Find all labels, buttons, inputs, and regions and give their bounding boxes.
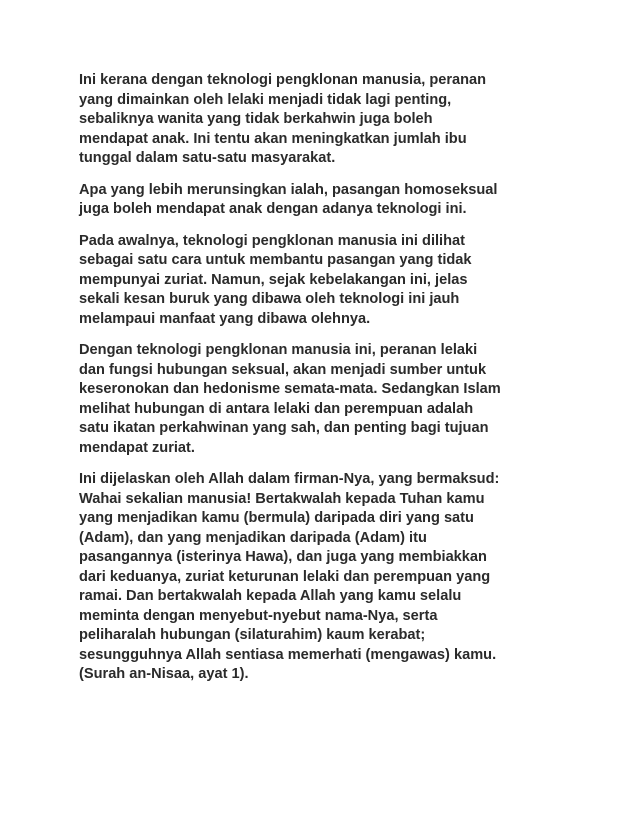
text-line: sebagai satu cara untuk membantu pasangan yang tidak (79, 252, 472, 268)
text-line: (Adam), dan yang menjadikan daripada (Adam) itu (79, 529, 427, 546)
text-line: pasangannya (isterinya Hawa), dan juga yang membiakkan (79, 549, 487, 565)
text-line: dari keduanya, zuriat keturunan lelaki dan perempuan yang (79, 568, 491, 585)
text-line: tunggal dalam satu-satu masyarakat. (79, 150, 336, 166)
text-line: yang dimainkan oleh lelaki menjadi tidak lagi penting, (79, 91, 452, 108)
text-line: dan fungsi hubungan seksual, akan menjadi sumber untuk (79, 361, 487, 378)
text-line: Apa yang lebih merunsingkan ialah, pasangan homoseksual (79, 181, 498, 198)
text-line: mempunyai zuriat. Namun, sejak kebelakangan ini, jelas (79, 271, 468, 288)
text-line: mendapat anak. Ini tentu akan meningkatkan jumlah ibu (79, 130, 467, 147)
paragraph-4 (79, 341, 579, 458)
text-line: mendapat zuriat. (79, 439, 195, 456)
text-line: yang menjadikan kamu (bermula) daripada diri yang satu (79, 510, 474, 526)
text-line: (Surah an-Nisaa, ayat 1). (79, 666, 249, 682)
paragraph-3 (79, 232, 579, 330)
text-line: satu ikatan perkahwinan yang sah, dan penting bagi tujuan (79, 420, 489, 436)
text-line: juga boleh mendapat anak dengan adanya teknologi ini. (79, 201, 467, 217)
text-line: keseronokan dan hedonisme semata-mata. Sedangkan Islam (79, 381, 501, 397)
text-line: sekali kesan buruk yang dibawa oleh teknologi ini jauh (79, 291, 460, 307)
text-line: ramai. Dan bertakwalah kepada Allah yang kamu selalu (79, 588, 462, 604)
text-line: Pada awalnya, teknologi pengklonan manusia ini dilihat (79, 232, 466, 249)
paragraph-1 (79, 71, 579, 169)
text-line: meminta dengan menyebut-nyebut nama-Nya, serta (79, 607, 438, 624)
document-body (79, 71, 579, 697)
text-line: sesungguhnya Allah sentiasa memerhati (mengawas) kamu. (79, 646, 497, 663)
text-line: Wahai sekalian manusia! Bertakwalah kepada Tuhan kamu (79, 490, 485, 507)
text-line: sebaliknya wanita yang tidak berkahwin juga boleh (79, 111, 433, 127)
paragraph-2 (79, 181, 579, 220)
paragraph-5 (79, 470, 579, 685)
text-line: Ini dijelaskan oleh Allah dalam firman-Nya, yang bermaksud: (79, 471, 500, 487)
text-line: melihat hubungan di antara lelaki dan perempuan adalah (79, 400, 474, 417)
text-line: Dengan teknologi pengklonan manusia ini, peranan lelaki (79, 342, 478, 358)
text-line: Ini kerana dengan teknologi pengklonan manusia, peranan (79, 72, 487, 88)
text-line: melampaui manfaat yang dibawa olehnya. (79, 310, 371, 327)
text-line: peliharalah hubungan (silaturahim) kaum kerabat; (79, 627, 426, 643)
